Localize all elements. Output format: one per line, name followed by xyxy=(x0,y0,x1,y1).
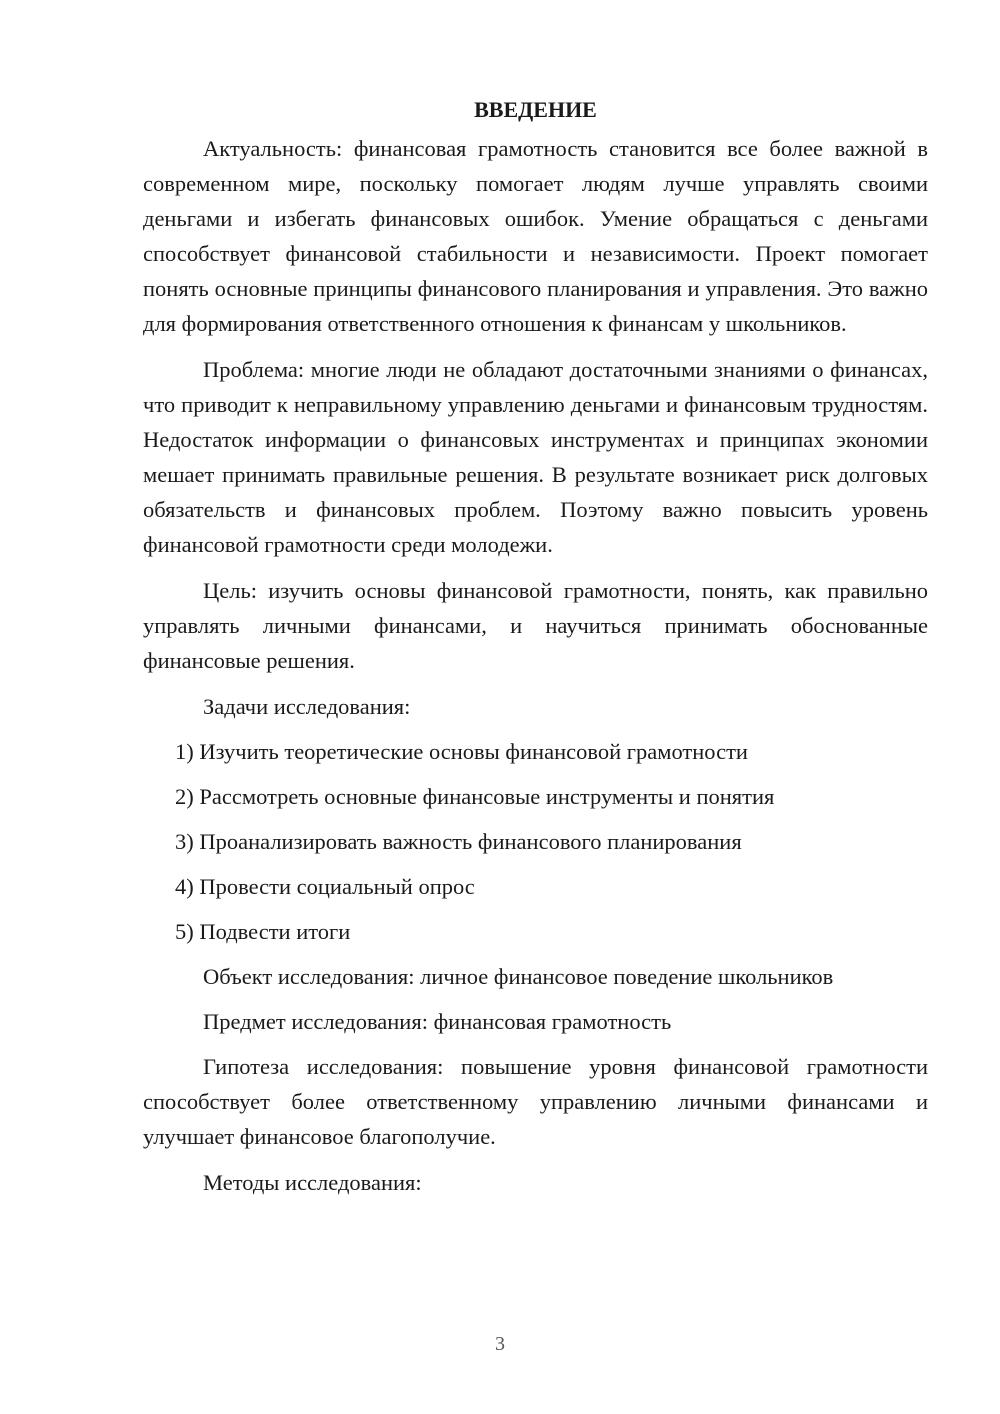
task-item: 4) Провести социальный опрос xyxy=(175,874,475,899)
task-item: 1) Изучить теоретические основы финансовой грамотности xyxy=(175,739,748,764)
research-subject: Предмет исследования: финансовая грамотность xyxy=(203,1009,672,1034)
tasks-list xyxy=(143,734,928,949)
page-number: 3 xyxy=(495,1333,505,1355)
task-item: 5) Подвести итоги xyxy=(175,919,351,944)
methods-heading: Методы исследования: xyxy=(203,1170,422,1195)
tasks-heading: Задачи исследования: xyxy=(203,694,411,719)
paragraph-hypothesis: Гипотеза исследования: повышение уровня финансовой грамотности способствует более ответственному управлению личными финансами и улучшает финансовое благополучие. xyxy=(143,1054,928,1149)
paragraph-goal: Цель: изучить основы финансовой грамотности, понять, как правильно управлять личными финансами, и научиться принимать обоснованные финансовые решения. xyxy=(143,578,928,673)
task-item: 2) Рассмотреть основные финансовые инструменты и понятия xyxy=(175,784,775,809)
section-title: ВВЕДЕНИЕ xyxy=(474,97,597,122)
paragraph-problem: Проблема: многие люди не обладают достаточными знаниями о финансах, что приводит к неправильному управлению деньгами и финансовым трудностям. Недостаток информации о финансовых инструментах и принципах экономии мешает принимать правильные решения. В результате возникает риск долговых обязательств и финансовых проблем. Поэтому важно повысить уровень финансовой грамотности среди молодежи. xyxy=(143,357,928,557)
paragraph-relevance: Актуальность: финансовая грамотность становится все более важной в современном мире, поскольку помогает людям лучше управлять своими деньгами и избегать финансовых ошибок. Умение обращаться с деньгами способствует финансовой стабильности и независимости. Проект помогает понять основные принципы финансового планирования и управления. Это важно для формирования ответственного отношения к финансам у школьников. xyxy=(143,136,928,336)
research-object: Объект исследования: личное финансовое поведение школьников xyxy=(203,964,834,989)
task-item: 3) Проанализировать важность финансового планирования xyxy=(175,829,742,854)
document-page xyxy=(143,92,928,1210)
